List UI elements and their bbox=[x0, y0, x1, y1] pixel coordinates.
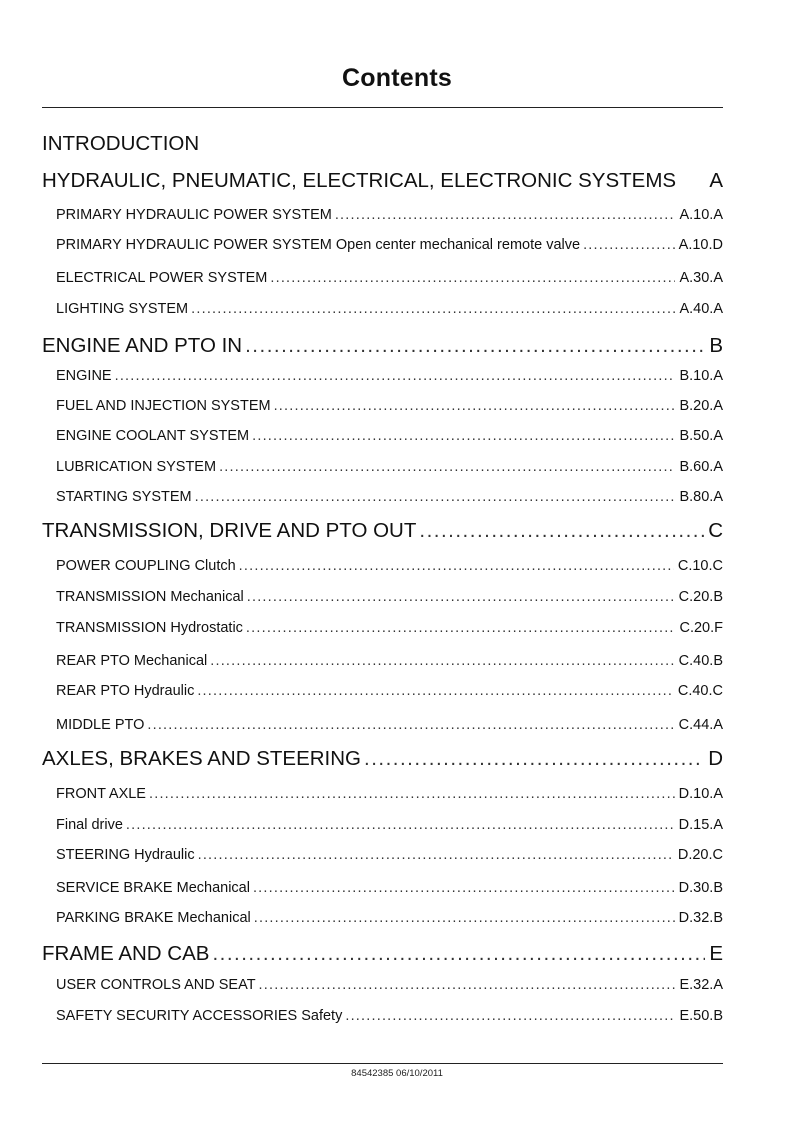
toc-section-d-code: D bbox=[708, 747, 723, 770]
toc-entry-label: REAR PTO Mechanical bbox=[56, 653, 208, 669]
toc-section-introduction-label: INTRODUCTION bbox=[42, 132, 200, 155]
toc-entry[interactable] bbox=[56, 786, 723, 802]
toc-entry-label: ENGINE bbox=[56, 368, 112, 384]
toc-section-c[interactable] bbox=[42, 519, 723, 543]
toc-section-d-label: AXLES, BRAKES AND STEERING bbox=[42, 747, 361, 770]
toc-entry-code: A.40.A bbox=[679, 301, 723, 317]
toc-entry-code: C.10.C bbox=[677, 558, 723, 574]
toc-entry-label: PRIMARY HYDRAULIC POWER SYSTEM Open center mechanical remote valve bbox=[56, 237, 581, 253]
toc-entry[interactable] bbox=[56, 489, 723, 505]
toc-entry[interactable] bbox=[56, 558, 723, 574]
toc-entry-code: B.80.A bbox=[679, 489, 723, 505]
dot-leader bbox=[195, 489, 676, 505]
toc-entry-label: STEERING Hydraulic bbox=[56, 847, 195, 863]
toc-entry[interactable] bbox=[56, 620, 723, 636]
toc-entry[interactable] bbox=[56, 910, 723, 926]
toc-entry[interactable] bbox=[56, 368, 723, 384]
toc-entry-label: SAFETY SECURITY ACCESSORIES Safety bbox=[56, 1008, 343, 1024]
toc-section-e-code: E bbox=[709, 942, 723, 965]
toc-entry[interactable] bbox=[56, 1008, 723, 1024]
toc-entry-code: B.50.A bbox=[679, 428, 723, 444]
toc-entry-label: ELECTRICAL POWER SYSTEM bbox=[56, 270, 268, 286]
toc-entry[interactable] bbox=[56, 270, 723, 286]
dot-leader bbox=[252, 428, 675, 444]
toc-entry[interactable] bbox=[56, 880, 723, 896]
toc-section-b-label: ENGINE AND PTO IN bbox=[42, 334, 243, 357]
toc-entry[interactable] bbox=[56, 398, 723, 414]
dot-leader bbox=[274, 398, 676, 414]
toc-entry[interactable] bbox=[56, 207, 723, 223]
toc-entry-label: POWER COUPLING Clutch bbox=[56, 558, 236, 574]
toc-entry-code: A.10.A bbox=[679, 207, 723, 223]
toc-entry-label: STARTING SYSTEM bbox=[56, 489, 192, 505]
toc-entry[interactable] bbox=[56, 237, 723, 253]
toc-entry-label: PARKING BRAKE Mechanical bbox=[56, 910, 251, 926]
dot-leader bbox=[583, 237, 675, 253]
toc-entry-label: FUEL AND INJECTION SYSTEM bbox=[56, 398, 271, 414]
dot-leader bbox=[210, 653, 674, 669]
toc-entry-code: C.20.F bbox=[679, 620, 723, 636]
toc-entry-label: MIDDLE PTO bbox=[56, 717, 145, 733]
toc-entry[interactable] bbox=[56, 301, 723, 317]
toc-entry-code: D.15.A bbox=[678, 817, 723, 833]
toc-entry[interactable] bbox=[56, 683, 723, 699]
toc-entry-label: ENGINE COOLANT SYSTEM bbox=[56, 428, 250, 444]
page-title: Contents bbox=[342, 64, 452, 92]
toc-entry-code: D.20.C bbox=[677, 847, 723, 863]
dot-leader bbox=[247, 589, 675, 605]
toc-entry[interactable] bbox=[56, 428, 723, 444]
toc-entry[interactable] bbox=[56, 459, 723, 475]
toc-entry[interactable] bbox=[56, 847, 723, 863]
toc-entry[interactable] bbox=[56, 977, 723, 993]
toc-entry[interactable] bbox=[56, 653, 723, 669]
dot-leader bbox=[191, 301, 675, 317]
toc-entry-code: D.10.A bbox=[678, 786, 723, 802]
toc-section-a-label: HYDRAULIC, PNEUMATIC, ELECTRICAL, ELECTRONIC SYSTEMS bbox=[42, 169, 677, 192]
toc-entry-code: C.40.B bbox=[678, 653, 723, 669]
dot-leader bbox=[259, 977, 676, 993]
toc-entry-label: TRANSMISSION Mechanical bbox=[56, 589, 244, 605]
toc-entry-code: D.32.B bbox=[678, 910, 723, 926]
toc-entry-code: C.44.A bbox=[678, 717, 723, 733]
page-footer: 84542385 06/10/2011 bbox=[351, 1068, 443, 1079]
toc-entry-code: D.30.B bbox=[678, 880, 723, 896]
toc-section-d[interactable] bbox=[42, 747, 723, 771]
toc-entry-code: A.30.A bbox=[679, 270, 723, 286]
dot-leader bbox=[147, 717, 674, 733]
dot-leader bbox=[239, 558, 674, 574]
toc-section-e-label: FRAME AND CAB bbox=[42, 942, 210, 965]
dot-leader bbox=[149, 786, 675, 802]
dot-leader bbox=[246, 620, 676, 636]
dot-leader bbox=[245, 334, 705, 358]
toc-entry-label: FRONT AXLE bbox=[56, 786, 146, 802]
dot-leader bbox=[198, 847, 674, 863]
dot-leader bbox=[419, 519, 704, 543]
toc-section-c-label: TRANSMISSION, DRIVE AND PTO OUT bbox=[42, 519, 417, 542]
toc-section-a[interactable] bbox=[42, 169, 723, 193]
dot-leader bbox=[270, 270, 675, 286]
toc-entry[interactable] bbox=[56, 589, 723, 605]
dot-leader bbox=[115, 368, 676, 384]
dot-leader bbox=[364, 747, 704, 771]
footer-rule bbox=[42, 1063, 723, 1064]
toc-section-introduction[interactable] bbox=[42, 132, 723, 156]
dot-leader bbox=[197, 683, 674, 699]
toc-entry[interactable] bbox=[56, 717, 723, 733]
toc-entry-label: LIGHTING SYSTEM bbox=[56, 301, 189, 317]
toc-section-e[interactable] bbox=[42, 942, 723, 966]
toc-entry-label: Final drive bbox=[56, 817, 123, 833]
toc-entry-label: REAR PTO Hydraulic bbox=[56, 683, 195, 699]
toc-section-b[interactable] bbox=[42, 334, 723, 358]
dot-leader bbox=[126, 817, 675, 833]
dot-leader bbox=[219, 459, 675, 475]
toc-entry-code: B.60.A bbox=[679, 459, 723, 475]
dot-leader bbox=[212, 942, 705, 966]
toc-entry-code: B.20.A bbox=[679, 398, 723, 414]
toc-entry-code: E.50.B bbox=[679, 1008, 723, 1024]
toc-entry-code: E.32.A bbox=[679, 977, 723, 993]
toc-section-a-code: A bbox=[709, 169, 723, 192]
toc-entry-label: LUBRICATION SYSTEM bbox=[56, 459, 217, 475]
toc-entry-label: USER CONTROLS AND SEAT bbox=[56, 977, 256, 993]
toc-entry-code: C.20.B bbox=[678, 589, 723, 605]
header-rule bbox=[42, 107, 723, 108]
toc-entry-code: C.40.C bbox=[677, 683, 723, 699]
dot-leader bbox=[254, 910, 675, 926]
dot-leader bbox=[335, 207, 676, 223]
toc-section-c-code: C bbox=[708, 519, 723, 542]
toc-entry-label: TRANSMISSION Hydrostatic bbox=[56, 620, 243, 636]
toc-entry[interactable] bbox=[56, 817, 723, 833]
toc-entry-label: SERVICE BRAKE Mechanical bbox=[56, 880, 250, 896]
dot-leader bbox=[345, 1008, 675, 1024]
toc-section-b-code: B bbox=[709, 334, 723, 357]
toc-entry-code: A.10.D bbox=[678, 237, 723, 253]
toc-entry-code: B.10.A bbox=[679, 368, 723, 384]
toc-entry-label: PRIMARY HYDRAULIC POWER SYSTEM bbox=[56, 207, 332, 223]
dot-leader bbox=[253, 880, 675, 896]
